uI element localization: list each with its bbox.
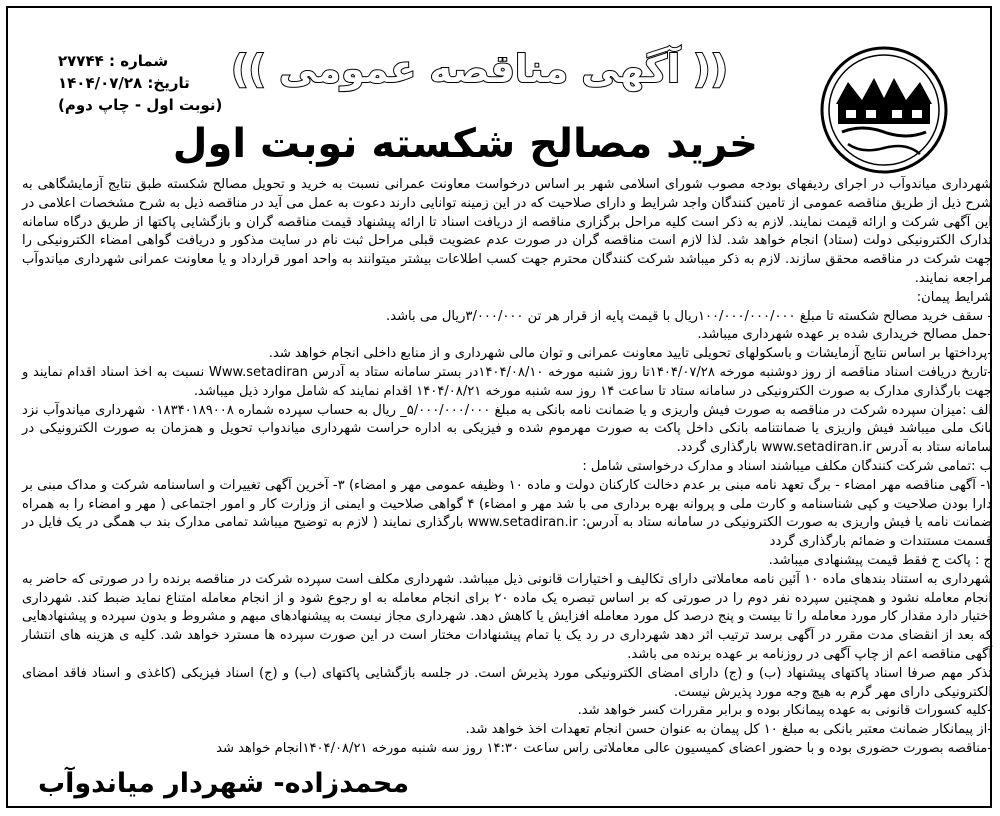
condition-payment: -پرداختها بر اساس نتایج آزمایشات و باسکولهای تحویلی تایید معاونت عمرانی و توان مالی شهرداری و از منابع داخلی انجام خواهد شد. [268, 346, 992, 362]
notice-title: (( آگهی مناقصه عمومی )) [231, 47, 728, 91]
condition-guarantee: -از پیمانکار ضمانت معتبر بانکی به مبلغ ۱۰ کل پیمان به عنوان حسن انجام تعهدات اخذ خواهد شد. [465, 722, 992, 738]
condition-deductions: -کلیه کسورات قانونی به عهده پیمانکار بوده و برابر مقررات کسر خواهد شد. [577, 703, 992, 719]
intro-paragraph: شهرداری میاندوآب در اجرای ردیفهای بودجه مصوب شورای اسلامی شهر بر اساس درخواست معاونت عمرانی نسبت به خرید و تحویل مصالح شکسته طبق نتایج آزمایشگاهی به شرح ذیل از طریق مناقصه عمومی از تامین کنندگان واجد شرایط و دارای صلاحیت که در این زمینه توانایی دارند دعوت به عمل می آید در مناقصه ذیل به شرح مشخصات اعلامی در این آگهی شرکت و ارائه قیمت نمایند. لازم به ذکر است کلیه مراحل برگزاری مناقصه از دریافت اسناد تا ارائه پیشنهاد قیمت مناقصه گران و بازگشایی پاکتها از طریق درگاه سامانه تدارک الکترونیکی دولت (ستاد) انجام خواهد شد. لذا لازم است مناقصه گران در صورت عدم عضویت قبلی مراحل ثبت نام در سایت مذکور و دریافت گواهی امضاء الکترونیکی را جهت شرکت در مناقصه محقق سازند. لازم به ذکر میباشد شرکت کنندگان محترم جهت کسب اطلاعات بیشتر میتوانند به واحد امور قرارداد و یا معاونت عمرانی شهرداری میاندوآب مراجعه نمایند. [22, 177, 992, 286]
condition-be: ب :تمامی شرکت کنندگان مکلف میباشند اسناد و مدارک درخواستی شامل : [582, 458, 992, 474]
notice-edition: (نوبت اول - چاپ دوم) [58, 96, 223, 114]
condition-dates: -تاریخ دریافت اسناد مناقصه از روز دوشنبه مورخه ۱۴۰۴/۰۷/۲۸تا روز شنبه مورخه ۱۴۰۴/۰۸/۱۰در بستر سامانه ستاد به آدرس Www.setadiran نسبت به اخذ اسناد اقدام نمایند و جهت بارگذاری مدارک به صورت الکترونیکی در سامانه ستاد تا ساعت ۱۴ روز سه شنبه مورخه ۱۴۰۴/۰۸/۲۱ اقدام نمایند که شامل موارد ذیل میباشد. [22, 364, 992, 399]
notice-frame [6, 6, 992, 808]
conditions-heading: شرایط پیمان: [916, 289, 992, 305]
notice-subtitle: خرید مصالح شکسته نوبت اول [172, 121, 758, 167]
notice-number: شماره : ۲۷۷۴۴ [58, 52, 169, 70]
condition-documents: ۱- آگهی مناقصه مهر امضاء - برگ تعهد نامه مبنی بر عدم دخالت کارکنان دولت و ماده ۱۰ وظیفه عمومی مهر و امضاء) ۳- آخرین آگهی تغییرات و اساسنامه شرکت و مداک مبنی بر دارا بودن صلاحیت و کپی شناسنامه و کارت ملی و پروانه بهره برداری می با شد مهر و امضاء) ۴ گواهی صلاحیت و ایمنی از وزارت کار و امور اجتماعی ( مهر و امضاء را به همراه ضمانت نامه یا فیش واریزی به صورت الکترونیکی در سامانه ستاد به آدرس: www.setadiran.ir بارگذاری نمایند ( لازم به توضیح میباشد تمامی مدارک بند ب همگی در یک فایل در قسمت مستندات و ضمائم بارگذاری گردد [22, 477, 993, 550]
important-note: تذکر مهم صرفا اسناد پاکتهای پیشنهاد (ب) و (ج) دارای امضای الکترونیکی مورد پذیرش است. در جلسه بازگشایی پاکتهای (ب) و (ج) اسناد فیزیکی (کاغذی و اسناد فاقد امضای الکترونیکی دارای مهر گرم به هیچ وجه مورد پذیرش نیست. [22, 665, 992, 700]
article10-paragraph: شهرداری به استناد بندهای ماده ۱۰ آئین نامه معاملاتی دارای تکالیف و اختیارات قانونی ذیل میباشد. شهرداری مکلف است سپرده شرکت در مناقصه برنده را در صورتی که حاضر به انجام معامله نشود و همچنین سپرده نفر دوم را در صورتی که بر اساس تبصره یک ماده ۲۰ برای انجام معامله به او رجوع شود و از انجام معامله امتناع نماید ضبط کند. شهرداری اختیار دارد مقدار کار مورد معامله را تا بیست و پنج درصد کل مورد معامله افزایش یا کاهش دهد. شهرداری مجاز نیست به پیشنهادهای مبهم و مشروط و بدون سپرده و پیشنهادهایی که بعد از انقضای مدت مقرر در آگهی برسد ترتیب اثر دهد شهرداری در رد یک یا تمام پیشنهادات مختار است در این صورت سپرده ها مسترد خواهد شد. کلیه ی هزینه های انتشار آگهی مناقصه اعم از چاپ آگهی در روزنامه بر عهده برنده می باشد. [22, 571, 992, 662]
municipality-logo [818, 44, 950, 176]
condition-transport: -حمل مصالح خریداری شده بر عهده شهرداری میباشد. [697, 327, 992, 343]
condition-opening: -مناقصه بصورت حضوری بوده و با حضور اعضای کمیسیون عالی معاملاتی راس ساعت ۱۴:۳۰ روز سه شنبه مورخه ۱۴۰۴/۰۸/۲۱انجام خواهد شد [216, 740, 992, 756]
condition-alef: الف :میزان سپرده شرکت در مناقصه به صورت فیش واریزی و یا ضمانت نامه بانکی به مبلغ ۵/۰۰۰/۰۰۰/۰۰۰_ ریال به حساب سپرده شماره ۰۱۸۳۴۰۱۸۹۰۰۸ شهرداری میاندوآب نزد بانک ملی میباشد فیش واریزی یا ضمانتنامه بانکی داخل پاکت به صورت مهرموم شده و فیزیکی به اداره حراست شهرداری میاندواب تحویل و همزمان به صورت الکترونیکی در سامانه ستاد به آدرس www.setadiran.ir بارگذاری گردد. [22, 402, 993, 456]
condition-ceiling: - سقف خرید مصالح شکسته تا مبلغ ۱۰۰/۰۰۰/۰۰۰/۰۰۰ریال با قیمت پایه از قرار هر تن ۳/۰۰۰/۰۰۰ریال می باشد. [386, 308, 992, 324]
condition-jim: ج : پاکت ج فقط قیمت پیشنهادی میباشد. [768, 552, 992, 568]
notice-body [22, 176, 992, 759]
signature: محمدزاده- شهردار میاندوآب [38, 768, 410, 799]
notice-date: تاریخ: ۱۴۰۴/۰۷/۲۸ [58, 74, 190, 92]
